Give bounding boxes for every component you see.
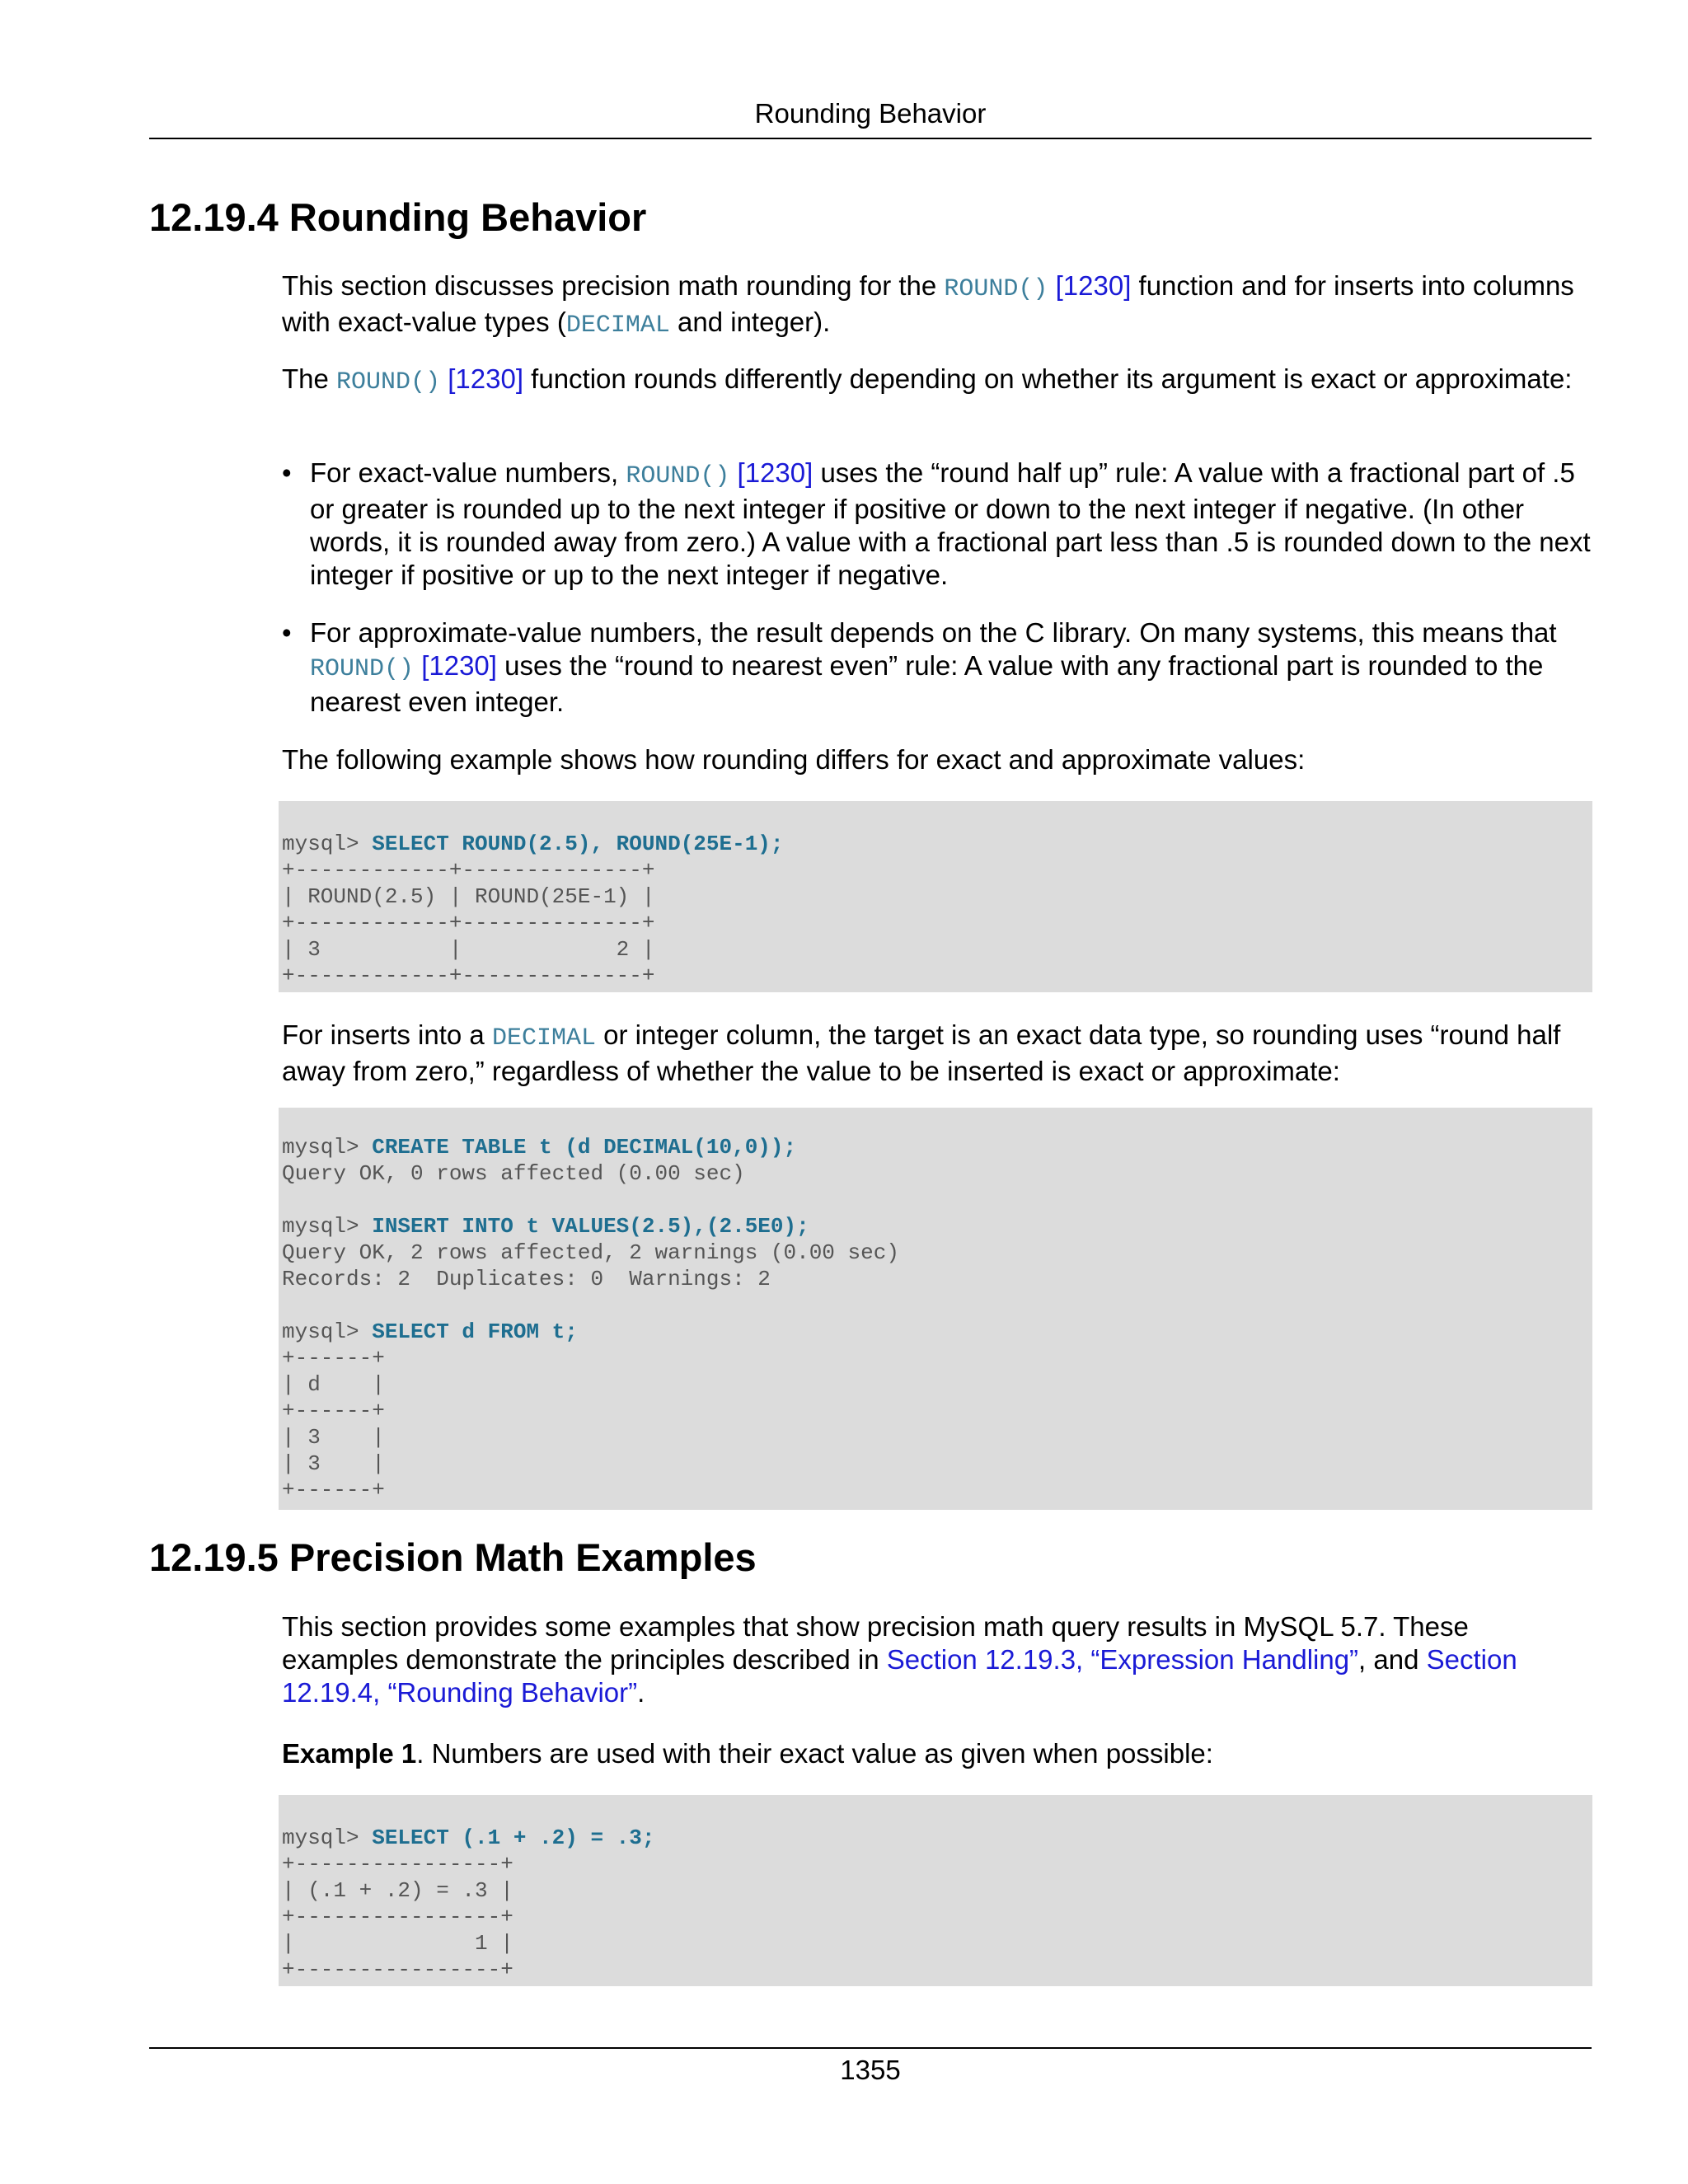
text: or integer column, the target is an exact data type, so rounding uses “round half away from zero,” regardless of whether the value to be inserted is exact or approximate:	[282, 1019, 1561, 1086]
page-ref-link[interactable]: [1230]	[737, 457, 814, 488]
code-listing	[282, 831, 1592, 989]
footer-rule	[149, 2047, 1592, 2049]
code-block-insert-example	[279, 1108, 1592, 1510]
example-1-paragraph	[282, 1737, 1592, 1770]
query-output: +------+ | d | +------+ | 3 | | 3 | +------+	[282, 1346, 385, 1502]
sql-command: INSERT INTO t VALUES(2.5),(2.5E0);	[372, 1214, 809, 1239]
round-description-paragraph	[282, 363, 1592, 399]
sql-command: SELECT (.1 + .2) = .3;	[372, 1825, 655, 1850]
sql-command: CREATE TABLE t (d DECIMAL(10,0));	[372, 1135, 797, 1160]
example-label: Example 1	[282, 1738, 417, 1769]
query-output: +------------+--------------+ | ROUND(2.5) | ROUND(25E-1) | +------------+--------------+ | 3 | 2 | +------------+--------------+	[282, 858, 655, 988]
header-rule	[149, 138, 1592, 139]
text: This section provides some examples that show precision math query results in MySQL 5.7. These examples demonstrate the principles described in	[282, 1611, 1469, 1675]
page-ref-link[interactable]: [1230]	[448, 363, 523, 394]
running-header: Rounding Behavior	[754, 98, 987, 129]
text: , and	[1358, 1644, 1427, 1675]
text: uses the “round to nearest even” rule: A value with any fractional part is rounded to the nearest even integer.	[310, 650, 1544, 717]
text: For approximate-value numbers, the result depends on the C library. On many systems, this means that	[310, 617, 1557, 648]
expression-handling-link[interactable]: Section 12.19.3, “Expression Handling”	[886, 1644, 1359, 1675]
mysql-prompt: mysql>	[282, 832, 373, 856]
code-listing	[282, 1134, 1592, 1503]
text: .	[637, 1677, 645, 1708]
mysql-prompt: mysql>	[282, 1135, 373, 1160]
query-output: Query OK, 0 rows affected (0.00 sec)	[282, 1161, 745, 1186]
insert-rounding-paragraph	[282, 1019, 1592, 1088]
text: For inserts into a	[282, 1019, 492, 1050]
page-ref-link[interactable]: [1230]	[1055, 270, 1132, 301]
bullet-icon: •	[282, 457, 292, 488]
code-listing	[282, 1825, 1592, 1983]
mysql-prompt: mysql>	[282, 1319, 373, 1344]
text: uses the “round half up” rule: A value with a fractional part of .5 or greater is rounded up to the next integer if positive or down to the next integer if negative. (In other words, it is rounded away from zero.) A value with a fractional part less than .5 is rounded down to the next integer if positive or up to the next integer if negative.	[310, 457, 1591, 590]
round-function-link[interactable]: ROUND()	[626, 462, 730, 490]
mysql-prompt: mysql>	[282, 1825, 373, 1850]
sql-command: SELECT d FROM t;	[372, 1319, 578, 1344]
section-heading-precision-math-examples: 12.19.5 Precision Math Examples	[149, 1535, 757, 1579]
page-ref-link[interactable]: [1230]	[421, 650, 497, 681]
round-function-link[interactable]: ROUND()	[944, 275, 1048, 303]
text: function and for inserts into columns with exact-value types (	[282, 270, 1574, 337]
rounding-behavior-link[interactable]: Section 12.19.4, “Rounding Behavior”	[282, 1644, 1517, 1708]
text: . Numbers are used with their exact value as given when possible:	[416, 1738, 1213, 1769]
text: For exact-value numbers,	[310, 457, 626, 488]
list-item-text	[310, 616, 1592, 719]
code-block-round-example	[279, 801, 1592, 992]
code-block-example-1	[279, 1795, 1592, 1986]
text: and integer).	[669, 307, 831, 337]
decimal-type-link[interactable]: DECIMAL	[565, 312, 670, 340]
query-output: Query OK, 2 rows affected, 2 warnings (0.00 sec) Records: 2 Duplicates: 0 Warnings: 2	[282, 1240, 899, 1291]
text: The	[282, 363, 337, 394]
text: function rounds differently depending on whether its argument is exact or approximate:	[523, 363, 1573, 394]
example-intro-paragraph: The following example shows how rounding differs for exact and approximate values:	[282, 744, 1306, 775]
list-item-text	[310, 457, 1592, 592]
page-number: 1355	[840, 2055, 901, 2085]
intro-paragraph	[282, 269, 1592, 342]
round-function-link[interactable]: ROUND()	[336, 368, 441, 396]
query-output: +----------------+ | (.1 + .2) = .3 | +----------------+ | 1 | +----------------+	[282, 1852, 513, 1982]
text: This section discusses precision math rounding for the	[282, 270, 945, 301]
mysql-prompt: mysql>	[282, 1214, 373, 1239]
section-heading-rounding-behavior: 12.19.4 Rounding Behavior	[149, 195, 647, 239]
examples-intro-paragraph	[282, 1610, 1592, 1709]
round-function-link[interactable]: ROUND()	[310, 655, 415, 683]
bullet-icon: •	[282, 617, 292, 648]
decimal-type-link[interactable]: DECIMAL	[491, 1024, 596, 1052]
sql-command: SELECT ROUND(2.5), ROUND(25E-1);	[372, 832, 784, 856]
